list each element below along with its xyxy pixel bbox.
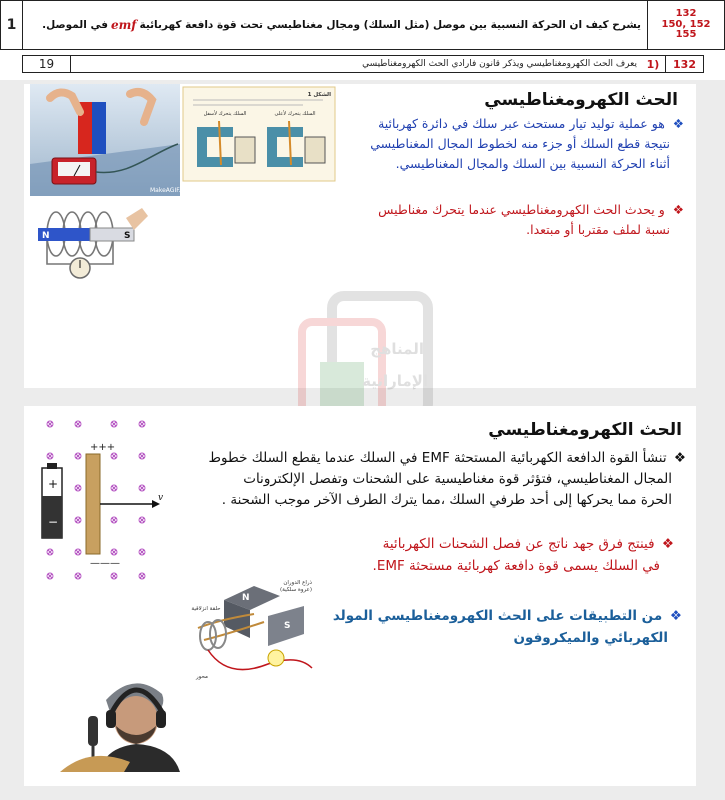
objective-text-after: في الموصل.	[42, 19, 108, 31]
code-line-1: 132	[675, 8, 697, 20]
field-cross-mark	[76, 518, 80, 522]
bullet-1-text-line-2: نتيجة قطع السلك أو جزء منه لخطوط المجال المغناطيسي	[370, 136, 670, 151]
emf-symbol: emf	[110, 18, 137, 32]
code-line-3: 155	[675, 29, 697, 41]
field-cross-mark	[140, 454, 144, 458]
field-cross-mark	[140, 518, 144, 522]
arm-label-2: (عروة سلكية)	[280, 587, 312, 593]
field-cross-mark	[112, 486, 116, 490]
field-cross-mark	[76, 550, 80, 554]
generator-diagram	[184, 576, 324, 684]
axis-label: محور	[196, 674, 208, 680]
singer-microphone-photo	[60, 654, 190, 772]
watermark-line-2: الإماراتية	[362, 372, 428, 390]
generator-n-label: N	[242, 593, 250, 603]
objective-2-text: يعرف الحث الكهرومغناطيسي ويذكر قانون فارادي الحث الكهرومغناطيسي	[362, 59, 637, 69]
bullet-1-line-1	[354, 114, 684, 134]
lamp-icon	[268, 650, 284, 666]
field-cross-mark	[112, 574, 116, 578]
label-wire-up: السلك يتحرك لأعلى	[274, 111, 316, 117]
bullet-1-text-line-1: هو عملية توليد تيار مستحث عبر سلك في دائرة كهربائية	[378, 116, 665, 131]
s2-bullet-1-text-line-1: تنشأ القوة الدافعة الكهربائية المستحثة EMF في السلك عندما يقطع السلك خطوط	[208, 450, 667, 466]
arm-label: ذراع الدوران	[283, 580, 312, 586]
microphone-icon	[88, 716, 98, 746]
slide-2	[24, 406, 696, 786]
figure-credit: MakeAGIF.com	[150, 187, 194, 194]
s2-bullet-3-line-1	[322, 606, 682, 628]
bullet-2-text-line-2: نسبة لملف مقتربا أو مبتعدا.	[526, 222, 670, 237]
s2-bullet-1-text-line-3: الحرة مما يحركها إلى أحد طرفي السلك ،مما يترك الطرف الآخر موجب الشحنة .	[221, 491, 672, 508]
s2-bullet-1-symbol: ❖	[673, 450, 686, 466]
field-cross-mark	[48, 574, 52, 578]
objective-code: 132	[665, 56, 703, 72]
bullet-1-text-line-3: أثناء الحركة النسبية بين السلك والمجال المغناطيسي.	[395, 156, 670, 171]
objective-text-before: يشرح كيف ان الحركة النسبية بين موصل (مثل السلك) ومجال مغناطيسي تحت قوة دافعة كهربائية	[139, 19, 641, 31]
field-cross-mark	[112, 550, 116, 554]
battery-minus: −	[48, 515, 59, 529]
s2-bullet-3-text-line-2: الكهربائي والميكروفون	[513, 629, 668, 646]
slide-1-bullet-2	[354, 200, 684, 240]
bullet-1-symbol: ❖	[672, 116, 684, 131]
field-cross-mark	[48, 550, 52, 554]
objective-row-1	[0, 0, 725, 50]
field-cross-mark	[76, 454, 80, 458]
s2-bullet-3-text-line-1: من التطبيقات على الحث الكهرومغناطيسي المولد	[332, 608, 663, 624]
bullet-2-line-1	[354, 200, 684, 220]
label-wire-down: السلك يتحرك لأسفل	[203, 111, 247, 117]
coil-magnet-image	[34, 204, 148, 284]
positive-charges-label: +++	[90, 442, 116, 453]
field-cross-mark	[48, 422, 52, 426]
s2-bullet-1-text-line-2: المجال المغناطيسي، فتؤثر قوة مغناطيسية على الشحنات وتفصل الإلكترونات	[243, 470, 672, 487]
slide-1-bullet-1	[354, 114, 684, 174]
row-index: 1	[1, 1, 23, 49]
bullet-2-text-line-1: و يحدث الحث الكهرومغناطيسي عندما يتحرك مغناطيس	[378, 202, 665, 217]
field-cross-mark	[140, 486, 144, 490]
field-cross-mark	[76, 422, 80, 426]
slide-1-title: الحث الكهرومغناطيسي	[484, 90, 678, 110]
s2-bullet-2-text-line-2: في السلك يسمى قوة دافعة كهربائية مستحثة EMF.	[372, 557, 660, 574]
s2-bullet-2-line-1	[314, 534, 674, 556]
field-cross-mark	[76, 574, 80, 578]
field-cross-mark	[48, 454, 52, 458]
objective-text	[23, 1, 647, 49]
code-line-2: 150, 152	[661, 18, 711, 30]
objective-marker: 1)	[646, 57, 660, 71]
rings-label: حلقة انزلاقية	[191, 606, 221, 612]
moving-conductor-diagram	[34, 416, 174, 582]
pole-s-label: S	[124, 231, 131, 241]
conductor-rod	[86, 454, 100, 554]
s2-bullet-2-text-line-1: فينتج فرق جهد ناتج عن فصل الشحنات الكهربائية	[382, 536, 655, 552]
wire-in-magnet-figure	[183, 87, 335, 181]
field-cross-mark	[140, 550, 144, 554]
slide-2-bullet-2	[314, 534, 674, 577]
battery-plus: +	[48, 477, 59, 491]
negative-charges-label: ———	[90, 558, 120, 569]
page-number: 19	[23, 56, 71, 72]
pole-n-label: N	[42, 231, 50, 241]
watermark-line-1: المناهج	[370, 340, 424, 358]
field-cross-mark	[112, 454, 116, 458]
field-cross-mark	[140, 574, 144, 578]
slide-2-title: الحث الكهرومغناطيسي	[488, 420, 682, 440]
field-cross-mark	[140, 422, 144, 426]
velocity-label: v	[158, 493, 164, 503]
slide-2-bullet-1	[174, 448, 686, 511]
figure-caption: الشكل 1	[307, 92, 331, 98]
s2-bullet-1-line-1	[174, 448, 686, 469]
slide-2-bullet-3	[322, 606, 682, 649]
field-cross-mark	[76, 486, 80, 490]
outcome-codes	[647, 1, 724, 49]
s2-bullet-2-symbol: ❖	[661, 536, 674, 552]
field-cross-mark	[112, 422, 116, 426]
s2-bullet-3-symbol: ❖	[669, 608, 682, 624]
magnet-galvanometer-image	[30, 84, 194, 196]
objectives-header	[0, 0, 725, 80]
bullet-2-symbol: ❖	[672, 202, 684, 217]
objective-row-2	[22, 55, 704, 73]
generator-s-label: S	[284, 621, 291, 631]
field-cross-mark	[112, 518, 116, 522]
